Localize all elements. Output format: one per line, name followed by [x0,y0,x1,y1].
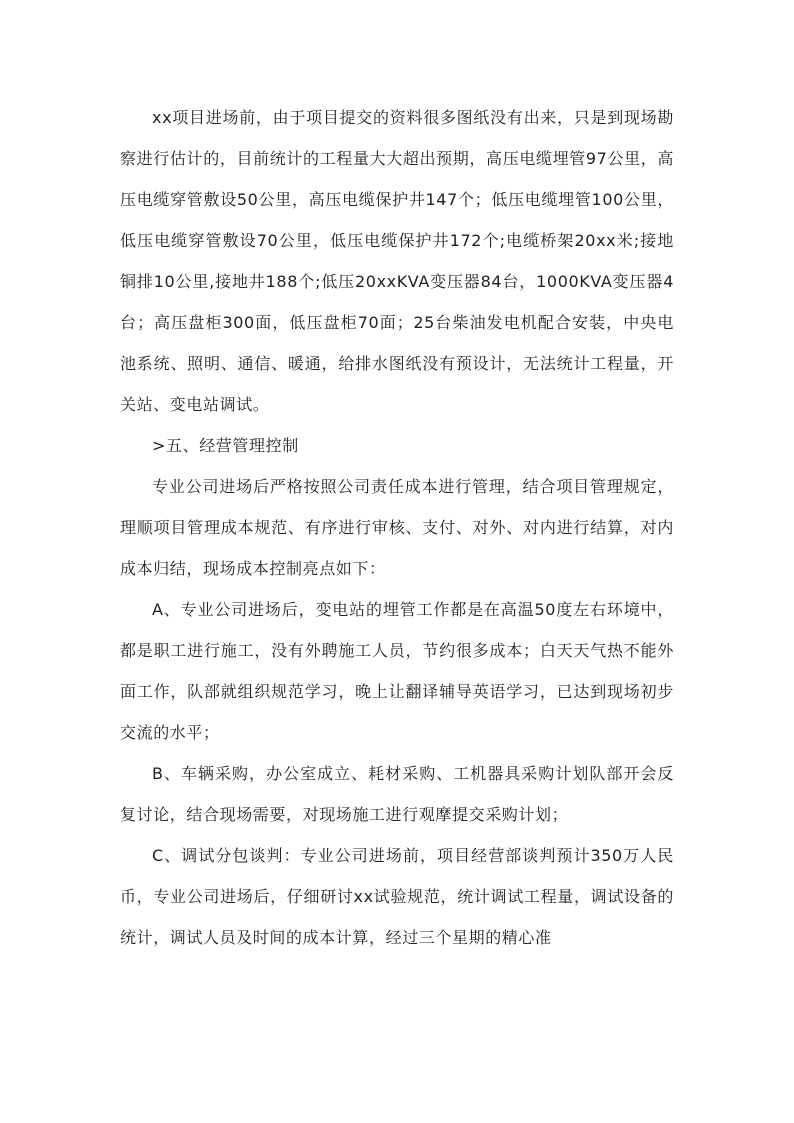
paragraph-point-c: C、调试分包谈判：专业公司进场前，项目经营部谈判预计350万人民币，专业公司进场后，仔细研讨xx试验规范，统计调试工程量，调试设备的统计，调试人员及时间的成本计算，经过三个星期的精心准 [120,846,674,947]
document-page [120,97,674,958]
paragraph-project-scope: xx项目进场前，由于项目提交的资料很多图纸没有出来，只是到现场勘察进行估计的，目前统计的工程量大大超出预期，高压电缆埋管97公里，高压电缆穿管敷设50公里，高压电缆保护井147个；低压电缆埋管100公里，低压电缆穿管敷设70公里，低压电缆保护井172个;电缆桥架20xx米;接地铜排10公里,接地井188个;低压20xxKVA变压器84台，1000KVA变压器4台；高压盘柜300面，低压盘柜70面；25台柴油发电机配合安装，中央电池系统、照明、通信、暖通，给排水图纸没有预设计，无法统计工程量，开关站、变电站调试。 [120,108,674,414]
paragraph-cost-management: 专业公司进场后严格按照公司责任成本进行管理，结合项目管理规定，理顺项目管理成本规范、有序进行审核、支付、对外、对内进行结算，对内成本归结，现场成本控制亮点如下： [120,477,674,578]
paragraph-point-b: B、车辆采购，办公室成立、耗材采购、工机器具采购计划队部开会反复讨论，结合现场需要，对现场施工进行观摩提交采购计划； [120,764,674,824]
paragraph-point-a: A、专业公司进场后，变电站的埋管工作都是在高温50度左右环境中，都是职工进行施工，没有外聘施工人员，节约很多成本；白天天气热不能外面工作，队部就组织规范学习，晚上让翻译辅导英语学习，已达到现场初步交流的水平； [120,600,674,742]
section-heading-management-control: >五、经营管理控制 [152,436,299,455]
